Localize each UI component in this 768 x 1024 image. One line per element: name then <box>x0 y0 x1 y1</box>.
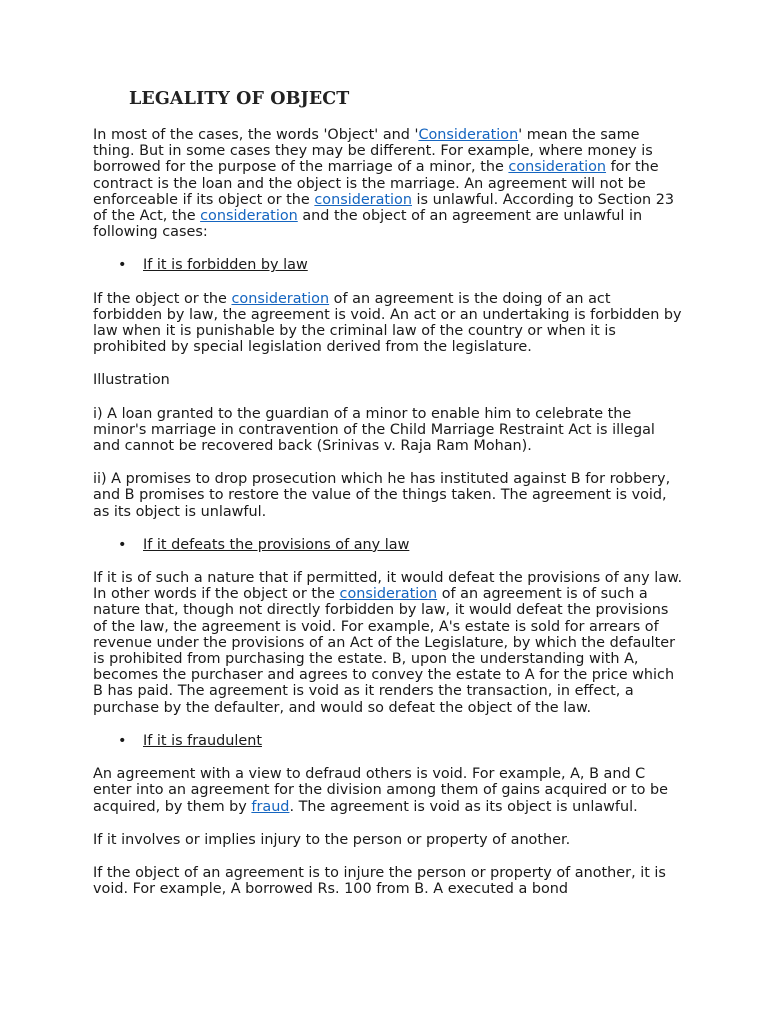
bullet-item-defeats-provisions <box>93 537 683 553</box>
paragraph-text: of an agreement is the doing of an act forbidden by law, the agreement is void. An act or an undertaking is forbidden by law when it is punishable by the criminal law of the country or when it is prohibited by special legislation derived from the legislature. <box>93 290 682 356</box>
consideration-link[interactable]: consideration <box>231 290 330 307</box>
bullet-icon: • <box>118 732 127 749</box>
intro-text: In most of the cases, the words 'Object' and ' <box>93 127 419 143</box>
bullet-icon: • <box>118 257 127 274</box>
illustration-item-2: ii) A promises to drop prosecution which he has instituted against B for robbery, and B promises to restore the value of the things taken. The agreement is void, as its object is unlawful. <box>93 471 671 520</box>
intro-paragraph <box>93 127 683 240</box>
consideration-link[interactable]: consideration <box>200 208 298 225</box>
paragraph-text: An agreement with a view to defraud others is void. For example, A, B and C enter into an agreement for the division among them of gains acquired or to be acquired, by them by <box>93 766 668 815</box>
bullet-item-forbidden-by-law <box>93 257 683 273</box>
fraud-link[interactable]: fraud <box>251 798 290 815</box>
bullet-heading: If it is forbidden by law <box>143 257 308 274</box>
intro-text: for the contract is the loan and the object is the marriage. An agreement will not be enforceable if its object or the <box>93 159 659 208</box>
intro-text: and the object of an agreement are unlawful in following cases: <box>93 208 643 241</box>
paragraph-text: If it is of such a nature that if permitted, it would defeat the provisions of any law. In other words if the object or the <box>93 570 683 603</box>
paragraph-text: If the object or the <box>93 290 232 307</box>
injury-heading: If it involves or implies injury to the person or property of another. <box>93 831 571 848</box>
intro-text: is unlawful. According to Section 23 of the Act, the <box>93 191 675 225</box>
bullet-icon: • <box>118 536 127 553</box>
document-title: LEGALITY OF OBJECT <box>129 89 350 109</box>
defeats-paragraph <box>93 570 683 716</box>
injury-paragraph: If the object of an agreement is to injure the person or property of another, it is void. For example, A borrowed Rs. 100 from B. A executed a bond <box>93 864 666 898</box>
illustration-label: Illustration <box>93 372 170 389</box>
fraudulent-paragraph <box>93 766 683 815</box>
consideration-link[interactable]: consideration <box>508 159 607 176</box>
consideration-link[interactable]: consideration <box>339 586 438 603</box>
consideration-link[interactable]: Consideration <box>418 127 519 143</box>
paragraph-text: of an agreement is of such a nature that, though not directly forbidden by law, it would defeat the provisions of the law, the agreement is void. For example, A's estate is sold for arrears of revenue under the provisions of an Act of the Legislature, by which the defaulter is prohibited from purchasing the estate. B, upon the understanding with A, becomes the purchaser and agrees to convey the estate to A for the price which B has paid. The agreement is void as it renders the transaction, in effect, a purchase by the defaulter, and would so defeat the object of the law. <box>93 586 676 716</box>
bullet-heading: If it is fraudulent <box>143 732 262 749</box>
consideration-link[interactable]: consideration <box>314 191 412 208</box>
forbidden-paragraph <box>93 291 683 356</box>
paragraph-text: . The agreement is void as its object is unlawful. <box>289 798 638 815</box>
intro-text: ' mean the same thing. But in some cases they may be different. For example, where money is borrowed for the purpose of the marriage of a minor, the <box>93 127 653 176</box>
document-page <box>93 88 683 914</box>
illustration-item-1: i) A loan granted to the guardian of a minor to enable him to celebrate the minor's marriage in contravention of the Child Marriage Restraint Act is illegal and cannot be recovered back (Srinivas v. Raja Ram Mohan). <box>93 405 655 455</box>
bullet-heading: If it defeats the provisions of any law <box>143 536 410 553</box>
bullet-item-fraudulent <box>93 733 683 749</box>
